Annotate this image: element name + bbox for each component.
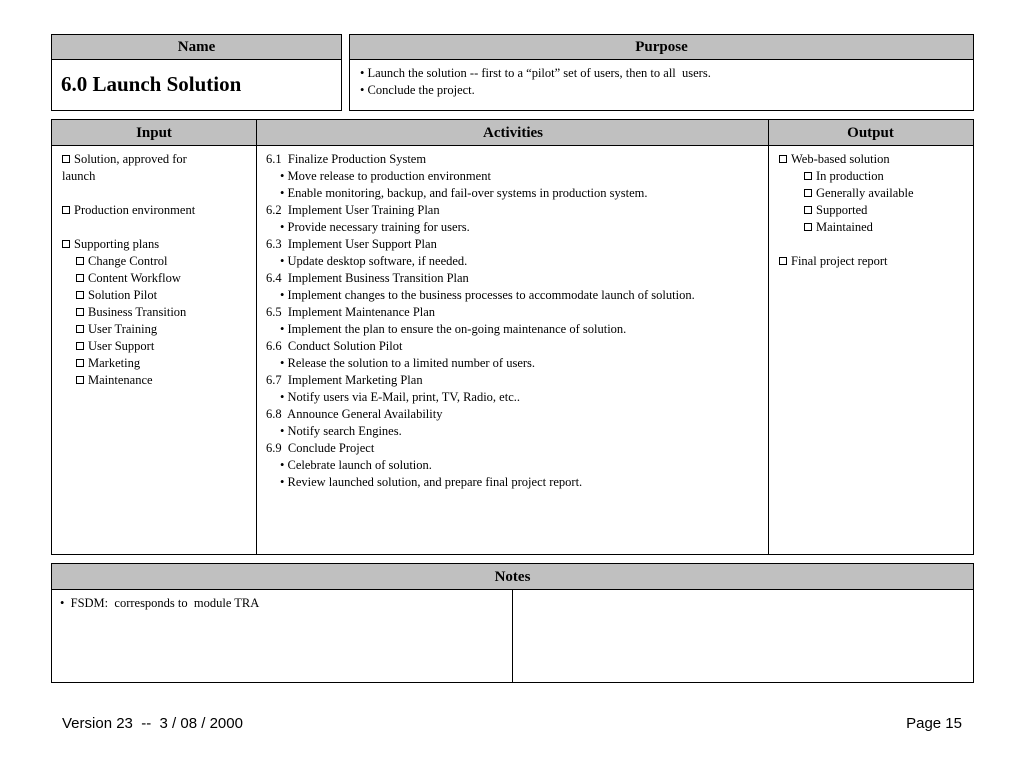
activity-step: 6.8 Announce General Availability: [266, 407, 443, 421]
activity-step: 6.3 Implement User Support Plan: [266, 237, 437, 251]
output-sub-item: Maintained: [779, 219, 972, 236]
checkbox-icon: [76, 308, 84, 316]
page-number: Page 15: [906, 715, 962, 732]
input-sub-item: User Support: [62, 338, 256, 355]
activity-bullet: • Update desktop software, if needed.: [280, 254, 468, 268]
activity-step: 6.4 Implement Business Transition Plan: [266, 271, 469, 285]
checkbox-icon: [76, 291, 84, 299]
output-column: [769, 151, 972, 270]
checkbox-icon: [804, 223, 812, 231]
activity-step: 6.9 Conclude Project: [266, 441, 375, 455]
notes-box: [51, 563, 974, 683]
activity-bullet: • Notify search Engines.: [280, 424, 402, 438]
solution-title: 6.0 Launch Solution: [61, 72, 242, 96]
input-sub-item: Change Control: [62, 253, 256, 270]
notes-left: • FSDM: corresponds to module TRA: [60, 596, 260, 610]
input-sub-item: Solution Pilot: [62, 287, 256, 304]
input-sub-item: Content Workflow: [62, 270, 256, 287]
activity-bullet: • Implement the plan to ensure the on-going maintenance of solution.: [280, 322, 627, 336]
activity-bullet: • Enable monitoring, backup, and fail-over systems in production system.: [280, 186, 648, 200]
checkbox-icon: [76, 325, 84, 333]
purpose-line: • Launch the solution -- first to a “pilot” set of users, then to all users.: [360, 66, 711, 80]
output-header: Output: [847, 125, 894, 141]
activity-bullet: • Implement changes to the business processes to accommodate launch of solution.: [280, 288, 695, 302]
checkbox-icon: [804, 172, 812, 180]
checkbox-icon: [76, 342, 84, 350]
checkbox-icon: [62, 206, 70, 214]
checkbox-icon: [779, 155, 787, 163]
activity-bullet: • Release the solution to a limited number of users.: [280, 356, 536, 370]
activities-column: [257, 151, 768, 491]
input-item: Supporting plans: [62, 236, 256, 253]
output-sub-item: Generally available: [779, 185, 972, 202]
input-header: Input: [136, 125, 172, 141]
input-column: [52, 151, 256, 389]
activity-step: 6.6 Conduct Solution Pilot: [266, 339, 403, 353]
input-sub-item: User Training: [62, 321, 256, 338]
checkbox-icon: [804, 206, 812, 214]
purpose-box: [349, 34, 974, 111]
input-item: Solution, approved for: [62, 151, 256, 168]
checkbox-icon: [76, 359, 84, 367]
activity-bullet: • Review launched solution, and prepare final project report.: [280, 475, 583, 489]
output-sub-item: In production: [779, 168, 972, 185]
input-item-continued: launch: [62, 169, 96, 183]
input-item: Production environment: [62, 202, 256, 219]
activity-step: 6.7 Implement Marketing Plan: [266, 373, 423, 387]
main-table-header: [52, 120, 973, 146]
notes-header: Notes: [52, 564, 973, 590]
name-header: Name: [52, 35, 341, 60]
checkbox-icon: [62, 155, 70, 163]
purpose-line: • Conclude the project.: [360, 83, 475, 97]
activity-bullet: • Notify users via E-Mail, print, TV, Radio, etc..: [280, 390, 520, 404]
purpose-header: Purpose: [350, 35, 973, 60]
checkbox-icon: [76, 376, 84, 384]
purpose-text: [350, 60, 973, 99]
input-sub-item: Marketing: [62, 355, 256, 372]
input-sub-item: Business Transition: [62, 304, 256, 321]
activity-step: 6.1 Finalize Production System: [266, 152, 427, 166]
activity-bullet: • Celebrate launch of solution.: [280, 458, 432, 472]
notes-divider: [512, 590, 513, 682]
checkbox-icon: [804, 189, 812, 197]
checkbox-icon: [62, 240, 70, 248]
checkbox-icon: [76, 274, 84, 282]
checkbox-icon: [779, 257, 787, 265]
name-box: [51, 34, 342, 111]
output-item: Final project report: [779, 253, 972, 270]
output-item: Web-based solution: [779, 151, 972, 168]
main-table: [51, 119, 974, 555]
activity-step: 6.5 Implement Maintenance Plan: [266, 305, 436, 319]
output-sub-item: Supported: [779, 202, 972, 219]
activity-bullet: • Provide necessary training for users.: [280, 220, 470, 234]
checkbox-icon: [76, 257, 84, 265]
activity-step: 6.2 Implement User Training Plan: [266, 203, 440, 217]
version-footer: Version 23 -- 3 / 08 / 2000: [62, 715, 243, 732]
activity-bullet: • Move release to production environment: [280, 169, 491, 183]
input-sub-item: Maintenance: [62, 372, 256, 389]
activities-header: Activities: [483, 125, 543, 141]
